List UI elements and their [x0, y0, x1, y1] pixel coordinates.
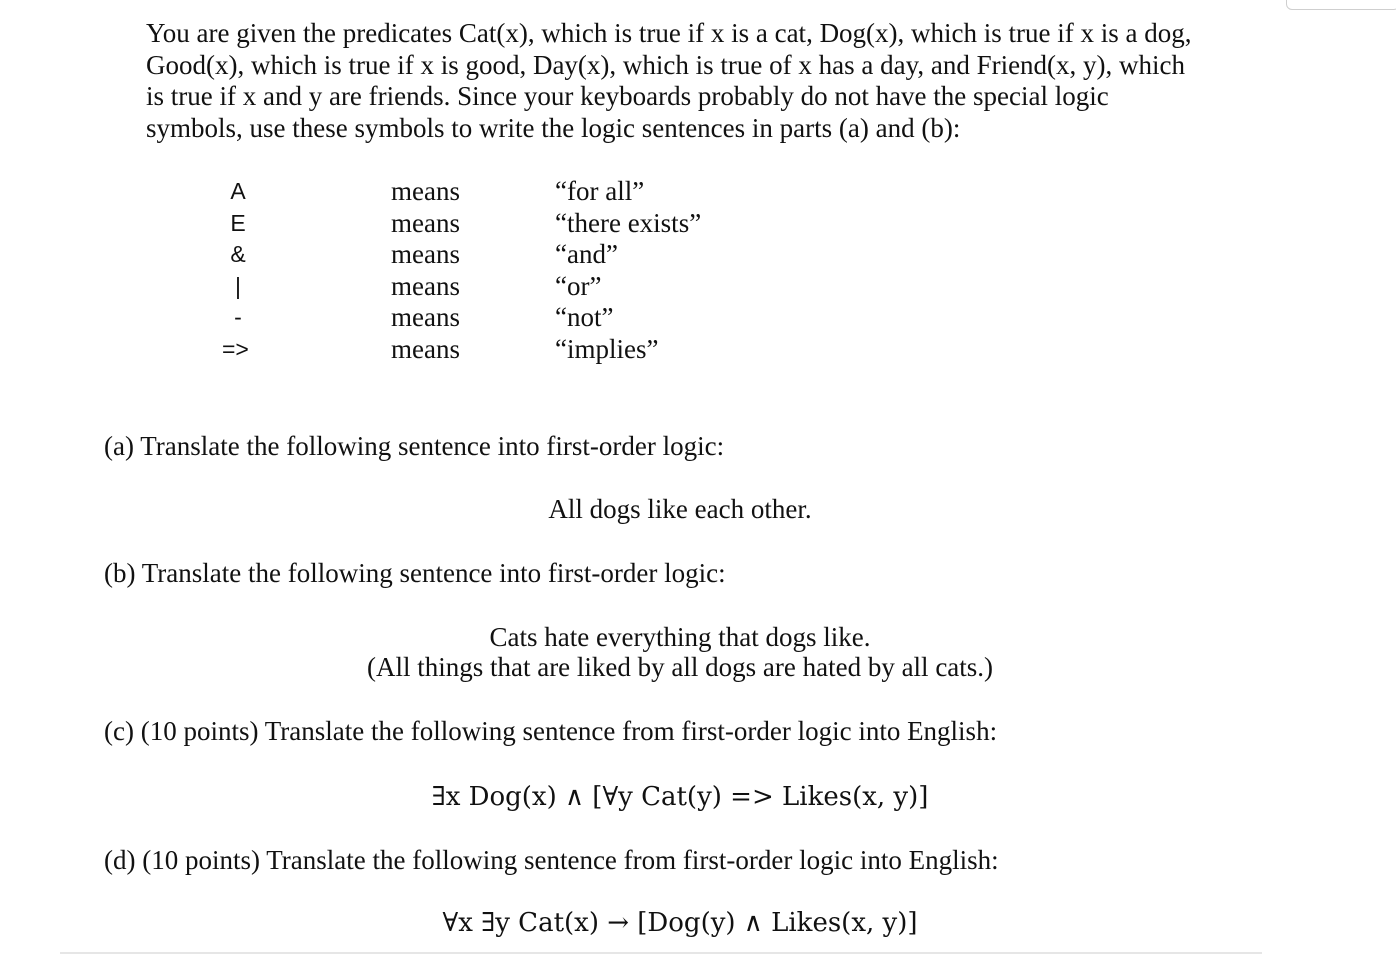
symbol-meaning: “for all” — [555, 176, 645, 206]
part-b-sentence: Cats hate everything that dogs like. — [489, 622, 871, 652]
symbol: A — [230, 178, 246, 204]
symbol: E — [230, 209, 246, 236]
means-label: means — [391, 333, 460, 364]
means-label: means — [391, 176, 460, 206]
window-corner-tab — [1286, 0, 1396, 10]
symbol: | — [235, 272, 241, 299]
means-label: means — [391, 239, 460, 270]
page-divider — [60, 952, 1262, 954]
part-b-prompt: (b) Translate the following sentence into first-order logic: — [104, 558, 726, 588]
means-label: means — [391, 207, 460, 238]
symbol-meaning: “and” — [555, 239, 618, 270]
intro-line: Good(x), which is true if x is good, Day(x), which is true of x has a day, and Friend(x, y), which — [146, 49, 1186, 80]
symbol-row-exists — [0, 208, 900, 240]
symbol-meaning: “there exists” — [555, 207, 702, 238]
symbol-meaning: “implies” — [555, 333, 659, 364]
symbol-row-not — [0, 302, 900, 334]
intro-paragraph — [146, 18, 1236, 144]
part-d-prompt: (d) (10 points) Translate the following sentence from first-order logic into English: — [104, 845, 999, 875]
symbol: - — [234, 304, 242, 331]
part-c-formula: ∃x Dog(x) ∧ [∀y Cat(y) => Likes(x, y)] — [431, 782, 929, 812]
part-c-prompt: (c) (10 points) Translate the following sentence from first-order logic into English: — [104, 716, 998, 746]
part-a-prompt: (a) Translate the following sentence into first-order logic: — [104, 431, 725, 461]
part-d-formula: ∀x ∃y Cat(x) → [Dog(y) ∧ Likes(x, y)] — [442, 908, 918, 938]
symbol: & — [230, 241, 246, 268]
intro-line: You are given the predicates Cat(x), which is true if x is a cat, Dog(x), which is true if x is a dog, — [146, 18, 1192, 48]
symbol: => — [222, 335, 249, 362]
symbol-table — [0, 176, 900, 366]
symbol-row-implies — [0, 334, 900, 366]
symbol-meaning: “not” — [555, 302, 614, 333]
symbol-meaning: “or” — [555, 270, 602, 301]
part-a-sentence: All dogs like each other. — [548, 494, 812, 524]
means-label: means — [391, 270, 460, 301]
symbol-row-forall — [0, 176, 900, 208]
intro-line: symbols, use these symbols to write the logic sentences in parts (a) and (b): — [146, 112, 961, 143]
intro-line: is true if x and y are friends. Since your keyboards probably do not have the special logic — [146, 81, 1109, 111]
symbol-row-and — [0, 239, 900, 271]
means-label: means — [391, 302, 460, 333]
part-b-sentence-clarification: (All things that are liked by all dogs are hated by all cats.) — [366, 652, 994, 682]
symbol-row-or — [0, 271, 900, 303]
